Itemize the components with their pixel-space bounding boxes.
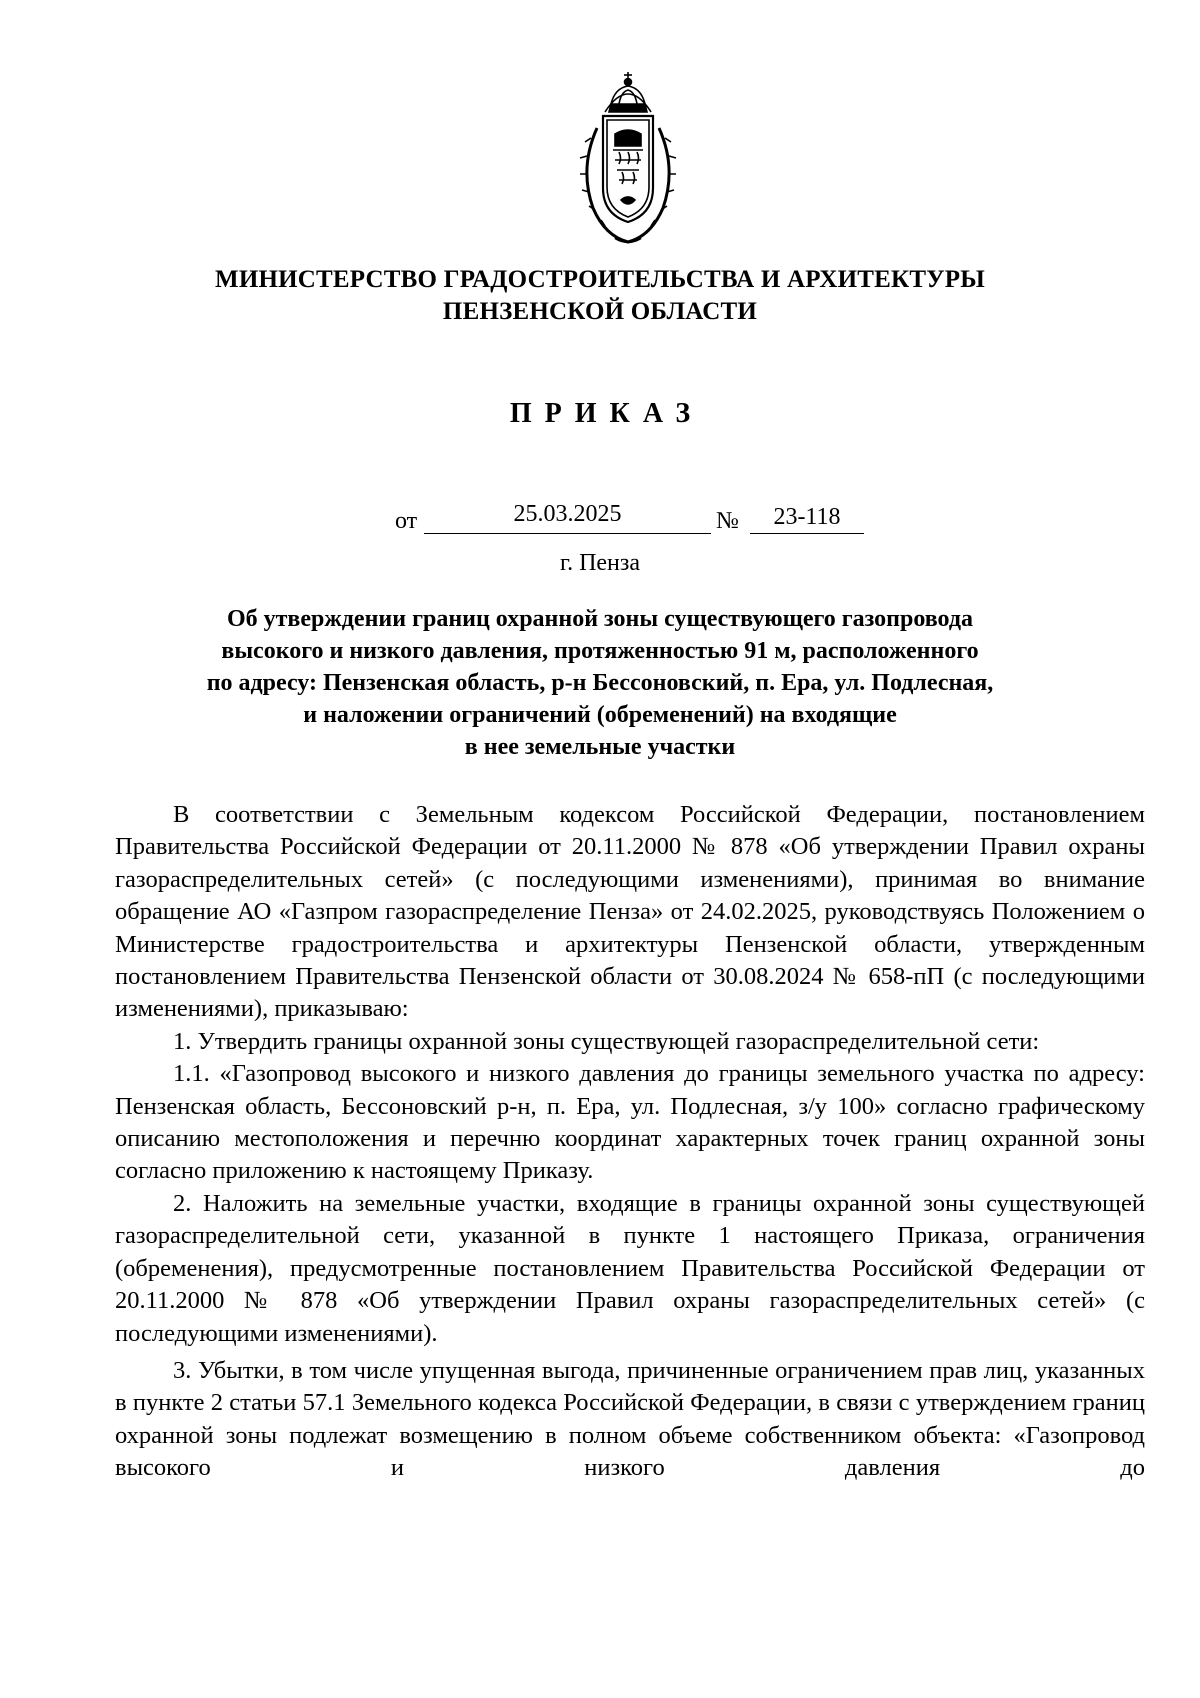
number-underline <box>750 533 864 534</box>
penza-coat-of-arms-icon <box>575 68 681 248</box>
body-paragraph-item-2: 2. Наложить на земельные участки, входящие в границы охранной зоны существующей газораспределительной сети, указанной в пункте 1 настоящего Приказа, ограничения (обременения), предусмотренные постановлением Правительства Российской Федерации от 20.11.2000 № 878 «Об утверждении Правил охраны газораспределительных сетей» (с последующими изменениями). <box>115 1189 1145 1347</box>
order-title <box>120 603 1080 763</box>
order-number: 23-118 <box>773 504 841 530</box>
body-paragraph-preamble: В соответствии с Земельным кодексом Российской Федерации, постановлением Правительства Российской Федерации от 20.11.2000 № 878 «Об утверждении Правил охраны газораспределительных сетей» (с последующими изменениями), принимая во внимание обращение АО «Газпром газораспределение Пенза» от 24.02.2025, руководствуясь Положением о Министерстве градостроительства и архитектуры Пензенской области, утвержденным постановлением Правительства Пензенской области от 30.08.2024 № 658-пП (с последующими изменениями), приказываю: <box>115 801 1145 1023</box>
number-label: № <box>716 508 739 534</box>
order-title-line: и наложении ограничений (обременений) на входящие <box>303 702 897 728</box>
order-date: 25.03.2025 <box>513 501 622 527</box>
order-title-line: Об утверждении границ охранной зоны существующего газопровода <box>226 606 974 632</box>
order-body <box>115 799 1145 1485</box>
document-type: ПРИКАЗ <box>509 398 704 429</box>
order-title-line: в нее земельные участки <box>464 734 736 760</box>
order-title-line: по адресу: Пензенская область, р-н Бессоновский, п. Ера, ул. Подлесная, <box>206 670 994 696</box>
ministry-name-line1: МИНИСТЕРСТВО ГРАДОСТРОИТЕЛЬСТВА И АРХИТЕКТУРЫ <box>215 266 985 293</box>
body-paragraph-item-1: 1. Утвердить границы охранной зоны существующей газораспределительной сети: <box>173 1027 1040 1055</box>
city: г. Пенза <box>559 550 641 576</box>
body-paragraph-item-3: 3. Убытки, в том числе упущенная выгода, причиненные ограничением прав лиц, указанных в пункте 2 статьи 57.1 Земельного кодекса Российской Федерации, в связи с утверждением границ охранной зоны подлежат возмещению в полном объеме собственником объекта: «Газопровод высокого и низкого давления до <box>115 1356 1145 1482</box>
ministry-name-line2: ПЕНЗЕНСКОЙ ОБЛАСТИ <box>442 298 758 325</box>
body-paragraph-item-1-1: 1.1. «Газопровод высокого и низкого давления до границы земельного участка по адресу: Пензенская область, Бессоновский р-н, п. Ера, ул. Подлесная, з/у 100» согласно графическому описанию местоположения и перечню координат характерных точек границ охранной зоны согласно приложению к настоящему Приказу. <box>115 1060 1145 1185</box>
date-label: от <box>395 508 418 534</box>
ministry-name <box>0 264 1200 328</box>
order-title-line: высокого и низкого давления, протяженностью 91 м, расположенного <box>221 638 979 664</box>
date-underline <box>424 533 711 534</box>
